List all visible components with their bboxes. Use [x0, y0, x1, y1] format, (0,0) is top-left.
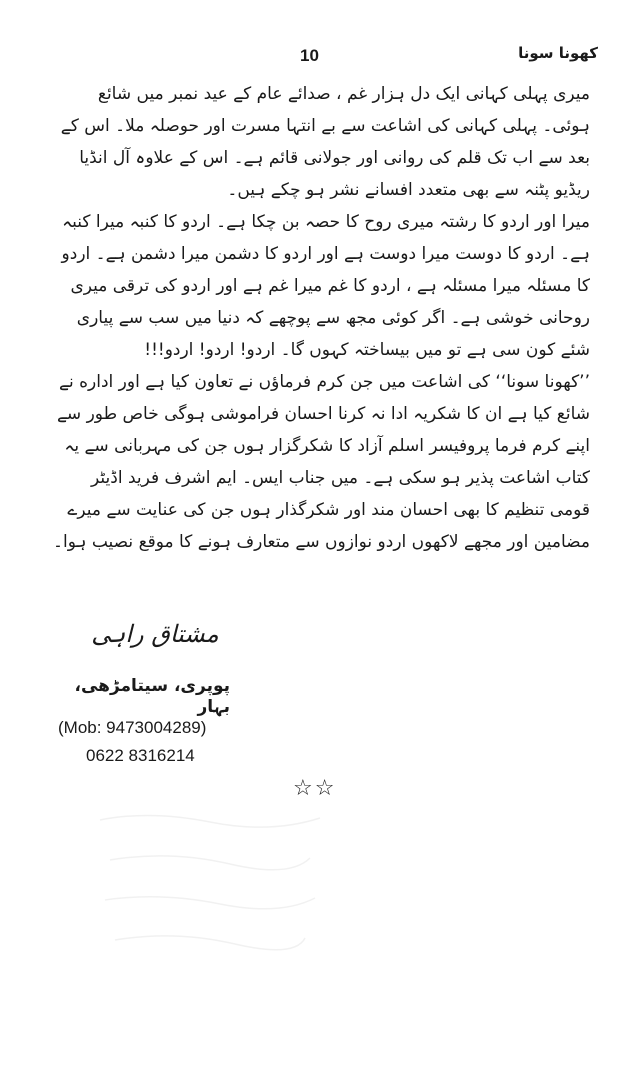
author-signature: مشتاق راہی — [91, 620, 219, 648]
paragraph-first-story: میری پہلی کہانی ایک دل ہزار غم ، صدائے عام کے عید نمبر میں شائع ہوئی۔ پہلی کہانی کی اشاعت سے بے انتہا مسرت اور حوصلہ ملا۔ اس کے بعد سے اب تک قلم کی روانی اور جولانی قائم ہے۔ اس کے علاوہ آل انڈیا ریڈیو پٹنہ سے بھی متعدد افسانے نشر ہو چکے ہیں۔ — [60, 84, 590, 200]
bleed-through-texture — [90, 800, 330, 980]
author-address: پوپری، سیتامڑھی، بہار — [74, 676, 230, 717]
page-number: 10 — [300, 46, 319, 65]
running-title: کھونا سونا — [518, 44, 598, 62]
paragraph-acknowledgements: ’’کھونا سونا‘‘ کی اشاعت میں جن کرم فرماؤں نے تعاون کیا ہے اور اداره نے شائع کیا ہے ان کا شکریہ ادا نہ کرنا احسان فراموشی ہوگی خاص طور سے اپنے کرم فرما پروفیسر اسلم آزاد کا شکرگزار ہوں جن کی مہربانی سے یہ کتاب اشاعت پذیر ہو سکی ہے۔ میں جناب ایس۔ ایم اشرف فرید اڈیٹر قومی تنظیم کا بھی احسان مند اور شکرگذار ہوں جن کی عنایت سے میرے مضامین اور مجھے لاکھوں اردو نوازوں سے متعارف ہونے کا موقع نصیب ہوا۔ — [53, 372, 590, 552]
star-ornament: ☆☆ — [293, 776, 337, 801]
mobile-number: (Mob: 9473004289) — [58, 718, 207, 737]
paragraph-urdu-love: میرا اور اردو کا رشتہ میری روح کا حصہ بن چکا ہے۔ اردو کا کنبہ میرا کنبہ ہے۔ اردو کا دوست میرا دوست ہے اور اردو کا دشمن میرا دشمن ہے۔ اردو کا مسئلہ میرا مسئلہ ہے ، اردو کا غم میرا غم ہے اور اردو کی ترقی میری روحانی خوشی ہے۔ اگر کوئی مجھ سے پوچھے کہ دنیا میں سب سے پیاری شئے کون سی ہے تو میں بیساختہ کہوں گا۔ اردو! اردو! اردو!!! — [61, 212, 590, 360]
body-text — [50, 78, 590, 558]
phone-number: 0622 8316214 — [86, 746, 195, 765]
